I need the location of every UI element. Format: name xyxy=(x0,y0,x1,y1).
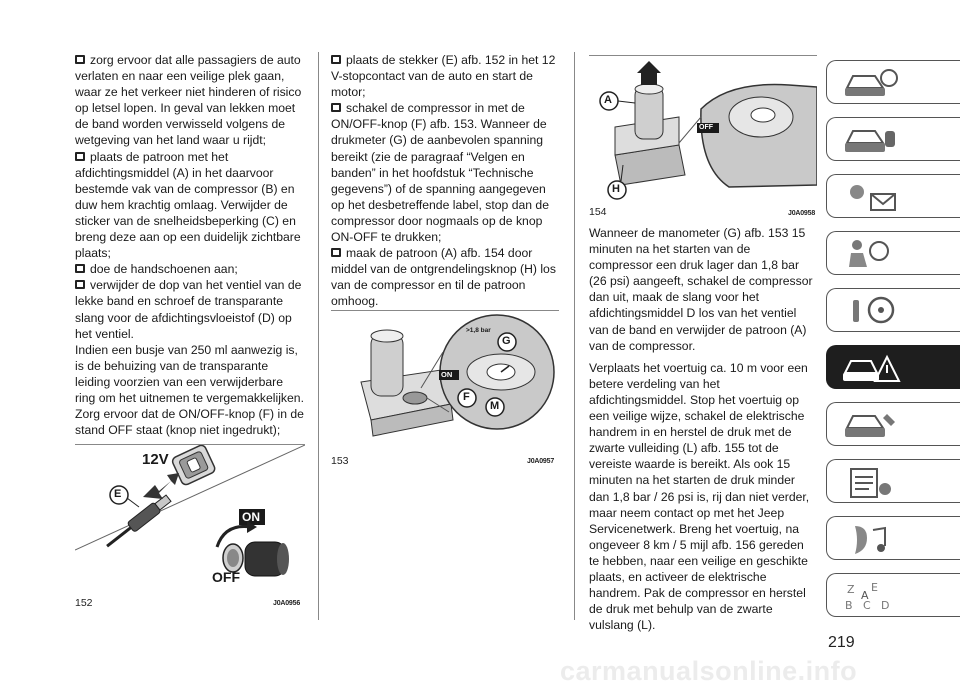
bullet-paragraph: zorg ervoor dat alle passagiers de auto verlaten en naar een veilige plek gaan, waar ze het verkeer niet hinderen of risico op letsel lopen. In geval van lekken moet de band worden verwisseld volgens de wetgeving van het land waar u rijdt; xyxy=(75,53,302,148)
label-e: E xyxy=(114,488,122,500)
tab-dashboard[interactable] xyxy=(826,60,960,104)
figure-154 xyxy=(589,57,817,208)
svg-text:B: B xyxy=(845,599,853,612)
figure-152 xyxy=(75,445,305,596)
compressor-plug-illustration xyxy=(75,445,305,591)
label-g: G xyxy=(502,335,511,347)
bullet-icon xyxy=(331,103,341,112)
tab-technical[interactable] xyxy=(826,459,960,503)
steering-wheel-icon xyxy=(841,294,901,328)
label-12v: 12V xyxy=(142,451,169,468)
label-h: H xyxy=(612,183,620,195)
figure-code: J0A0956 xyxy=(273,600,301,607)
bullet-icon xyxy=(75,280,85,289)
svg-text:E: E xyxy=(871,581,878,594)
footer-watermark: carmanualsonline.info xyxy=(560,656,858,686)
compressor-gauge-illustration xyxy=(331,312,559,452)
label-on: ON xyxy=(242,510,260,524)
tab-lights[interactable] xyxy=(826,174,960,218)
figure-code: J0A0957 xyxy=(527,458,555,465)
index-az-icon xyxy=(841,579,901,613)
car-emergency-icon xyxy=(841,351,901,385)
svg-text:A: A xyxy=(861,589,869,602)
figure-code: J0A0958 xyxy=(788,210,816,217)
tab-service[interactable] xyxy=(826,402,960,446)
label-on: ON xyxy=(441,370,453,379)
figure-153 xyxy=(331,312,559,457)
car-service-icon xyxy=(841,408,901,442)
bullet-icon xyxy=(75,152,85,161)
figure-rule xyxy=(331,310,559,311)
tab-emergency[interactable] xyxy=(826,345,960,389)
label-a: A xyxy=(604,94,612,106)
label-off: OFF xyxy=(212,569,240,585)
column-divider xyxy=(574,52,575,620)
svg-text:D: D xyxy=(881,599,890,612)
label-off: OFF xyxy=(699,124,713,131)
column-divider xyxy=(318,52,319,620)
text-column-3 xyxy=(589,225,817,633)
bullet-paragraph: schakel de compressor in met de ON/OFF-knop (F) afb. 153. Wanneer de drukmeter (G) de aanbevolen spanning bereikt (zie de paragraaf “Velgen en banden” in het hoofdstuk “Technische gegevens”) of de spanning aangegeven op het desbetreffende label, stop dan de compressor door nogmaals op de knop ON-OFF te drukken; xyxy=(331,101,549,245)
figure-number: 154 xyxy=(589,206,607,218)
bullet-paragraph: verwijder de dop van het ventiel van de lekke band en schroef de transparante slang voor de afdichtingsvloeistof (D) op het ventiel. xyxy=(75,278,302,341)
tab-multimedia[interactable] xyxy=(826,516,960,560)
figure-rule xyxy=(589,55,817,56)
tab-driving[interactable] xyxy=(826,288,960,332)
text-column-1 xyxy=(75,52,305,438)
bullet-icon xyxy=(331,55,341,64)
bullet-paragraph: maak de patroon (A) afb. 154 door middel van de ontgrendelingsknop (H) los van de compressor en til de patroon omhoog. xyxy=(331,246,556,309)
multimedia-icon xyxy=(841,522,901,556)
bullet-paragraph: plaats de patroon met het afdichtingsmiddel (A) in het daarvoor bestemde vak van de compressor (B) en duw hem krachtig omlaag. Verwijder de sticker van de snelheidsbeperking (C) en breng deze aan op een duidelijk zichtbare plaats; xyxy=(75,149,301,261)
bullet-icon xyxy=(331,248,341,257)
body-paragraph: Verplaats het voertuig ca. 10 m voor een betere verdeling van het afdichtingsmiddel. Stop het voertuig op een veilige wijze, schakel de elektrische handrem in en herstel de druk met de zwarte vulleiding (L) afb. 155 tot de vereiste waarde is bereikt. Als ook 15 minuten na het starten de druk minder dan 1,8 bar / 26 psi is, rij dan niet verder, maar neem contact op met het Jeep Servicenetwerk. Breng het voertuig, na ongeveer 8 km / 5 mijl afb. 156 gereden te hebben, naar een veilige en geschikte plaats, en activeer de elektrische handrem. Pak de compressor en herstel de druk met behulp van de zwarte vulslang (L). xyxy=(589,360,810,633)
lights-mail-icon xyxy=(841,180,901,214)
bullet-icon xyxy=(75,264,85,273)
body-paragraph: Wanneer de manometer (G) afb. 153 15 minuten na het starten van de compressor een druk lager dan 1,8 bar (26 psi) aangeeft, schakel de compressor dan uit, maak de slang voor het afdichtingsmiddel D los van het ventiel van de band en verwijder de patroon (A) van de compressor. xyxy=(589,226,813,353)
tab-safety[interactable] xyxy=(826,231,960,275)
figure-number: 153 xyxy=(331,455,349,467)
bullet-paragraph: plaats de stekker (E) afb. 152 in het 12 V-stopcontact van de auto en start de motor; xyxy=(331,53,556,100)
label-m: M xyxy=(490,400,500,412)
body-paragraph: Indien een busje van 250 ml aanwezig is, is de behuizing van de transparante leiding voorzien van een verwijderbare ring om het uitnemen te vergemakkelijken. Zorg ervoor dat de ON/OFF-knop (F) in de stand OFF staat (knop niet ingedrukt); xyxy=(75,342,304,438)
svg-text:Z: Z xyxy=(847,583,855,596)
technical-data-icon xyxy=(841,465,901,499)
figure-number: 152 xyxy=(75,597,93,609)
text-column-2 xyxy=(331,52,559,310)
airbag-passenger-icon xyxy=(841,237,901,271)
bullet-icon xyxy=(75,55,85,64)
label-bar: >1,8 bar xyxy=(466,327,491,334)
car-dashboard-icon xyxy=(841,66,901,100)
bullet-paragraph: doe de handschoenen aan; xyxy=(75,261,305,277)
label-f: F xyxy=(463,391,470,403)
svg-text:C: C xyxy=(863,599,871,612)
tab-keys[interactable] xyxy=(826,117,960,161)
tab-index[interactable] xyxy=(826,573,960,617)
page-number: 219 xyxy=(828,634,855,651)
car-keys-icon xyxy=(841,123,901,157)
